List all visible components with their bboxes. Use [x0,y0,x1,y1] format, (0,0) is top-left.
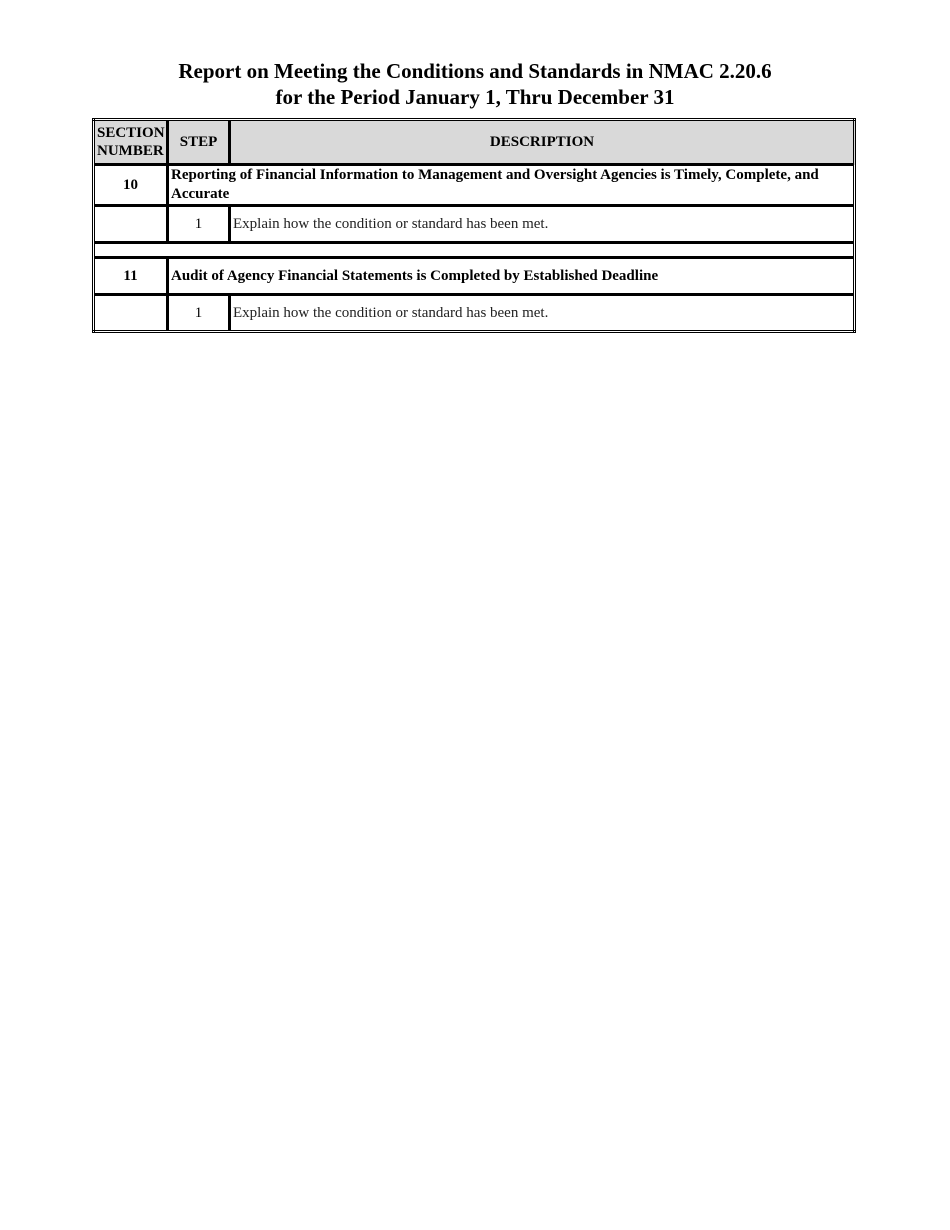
section-row [94,258,855,295]
section-title: Audit of Agency Financial Statements is Completed by Established Deadline [168,258,855,295]
header-step: STEP [168,120,230,165]
page-title [0,58,950,110]
page-title-line2: for the Period January 1, Thru December 31 [275,85,675,109]
section-number: 11 [94,258,168,295]
step-description: Explain how the condition or standard has been met. [230,295,855,332]
section-row [94,165,855,206]
step-number: 1 [168,206,230,243]
header-section-number [94,120,168,165]
header-description: DESCRIPTION [230,120,855,165]
step-row [94,295,855,332]
step-row [94,206,855,243]
section-number: 10 [94,165,168,206]
spacer-cell [94,243,855,258]
empty-section-cell [94,295,168,332]
step-number: 1 [168,295,230,332]
empty-section-cell [94,206,168,243]
header-section-line1: SECTION [97,125,165,141]
header-section-line2: NUMBER [97,143,164,159]
step-description: Explain how the condition or standard has been met. [230,206,855,243]
page-title-line1: Report on Meeting the Conditions and Standards in NMAC 2.20.6 [178,59,772,83]
report-table [92,118,856,333]
table-header-row [94,120,855,165]
spacer-row [94,243,855,258]
section-title: Reporting of Financial Information to Management and Oversight Agencies is Timely, Complete, and Accurate [168,165,855,206]
